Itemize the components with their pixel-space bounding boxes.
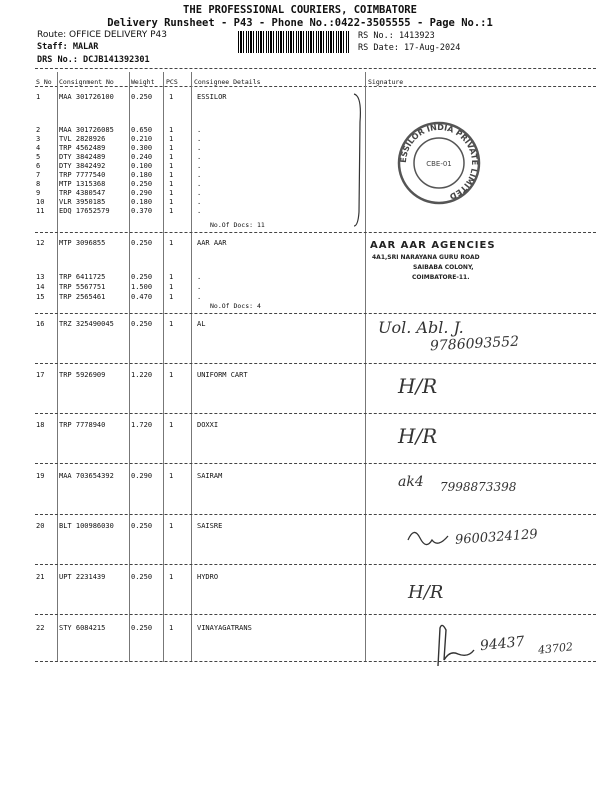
drs-number: DRS No.: DCJB141392301 [37, 55, 150, 65]
col-signature: Signature [368, 78, 404, 86]
row-sno: 20 [36, 522, 45, 530]
row-consignee: SAISRE [197, 522, 223, 530]
row-pcs: 1 [169, 239, 174, 247]
col-consignment: Consignment No [59, 78, 114, 86]
row-consignment: TRP 4380547 [59, 189, 106, 197]
row-separator [35, 313, 596, 314]
row-sno: 12 [36, 239, 45, 247]
row-weight: 0.180 [131, 171, 153, 179]
row-consignment: DTY 3842489 [59, 153, 106, 161]
signature-16: Uol. Abl. J. [378, 318, 464, 337]
row-consignee: . [197, 162, 202, 170]
row-consignment: TRP 2565461 [59, 293, 106, 301]
signature-19: ak4 [398, 474, 424, 490]
row-pcs: 1 [169, 180, 174, 188]
row-consignment: TRP 7777540 [59, 171, 106, 179]
header-rule-bottom [35, 86, 596, 87]
page-title: THE PROFESSIONAL COURIERS, COIMBATORE [183, 4, 417, 16]
row-weight: 0.250 [131, 522, 153, 530]
row-consignment: MTP 3096855 [59, 239, 106, 247]
row-sno: 11 [36, 207, 45, 215]
row-consignee: VINAYAGATRANS [197, 624, 252, 632]
row-sno: 14 [36, 283, 45, 291]
row-consignment: MAA 301726085 [59, 126, 114, 134]
row-weight: 0.250 [131, 273, 153, 281]
row-weight: 0.250 [131, 180, 153, 188]
row-weight: 0.300 [131, 144, 153, 152]
row-sno: 6 [36, 162, 41, 170]
row-consignee: . [197, 171, 202, 179]
row-sno: 18 [36, 421, 45, 429]
docs-count: No.Of Docs: 11 [210, 221, 265, 229]
signature-21: H/R [408, 582, 444, 603]
row-weight: 0.470 [131, 293, 153, 301]
aar-stamp-line4: COIMBATORE-11. [412, 274, 470, 281]
row-weight: 0.100 [131, 162, 153, 170]
row-pcs: 1 [169, 189, 174, 197]
row-weight: 1.220 [131, 371, 153, 379]
row-sno: 3 [36, 135, 41, 143]
row-consignment: TVL 2828926 [59, 135, 106, 143]
row-consignee: SAIRAM [197, 472, 223, 480]
row-sno: 7 [36, 171, 41, 179]
signature-19-phone: 7998873398 [440, 480, 517, 494]
row-weight: 0.250 [131, 320, 153, 328]
row-separator [35, 413, 596, 414]
row-pcs: 1 [169, 126, 174, 134]
row-sno: 5 [36, 153, 41, 161]
barcode [238, 31, 350, 53]
row-pcs: 1 [169, 144, 174, 152]
row-consignment: DTY 3842492 [59, 162, 106, 170]
row-weight: 0.250 [131, 624, 153, 632]
row-pcs: 1 [169, 198, 174, 206]
row-separator [35, 232, 596, 233]
signature-18: H/R [398, 424, 438, 448]
row-consignee: HYDRO [197, 573, 219, 581]
row-pcs: 1 [169, 320, 174, 328]
row-consignment: BLT 100986030 [59, 522, 114, 530]
row-consignee: . [197, 198, 202, 206]
row-sno: 8 [36, 180, 41, 188]
signature-22-scribble [428, 620, 478, 670]
row-weight: 0.180 [131, 198, 153, 206]
row-consignee: ESSILOR [197, 93, 227, 101]
row-weight: 0.290 [131, 189, 153, 197]
row-consignment: TRP 5567751 [59, 283, 106, 291]
row-pcs: 1 [169, 162, 174, 170]
row-consignee: . [197, 153, 202, 161]
row-consignment: TRZ 325490045 [59, 320, 114, 328]
row-pcs: 1 [169, 135, 174, 143]
row-consignee: AL [197, 320, 206, 328]
row-weight: 0.290 [131, 472, 153, 480]
row-pcs: 1 [169, 171, 174, 179]
row-weight: 0.650 [131, 126, 153, 134]
row-separator [35, 463, 596, 464]
row-consignee: . [197, 180, 202, 188]
row-weight: 0.250 [131, 573, 153, 581]
row-sno: 4 [36, 144, 41, 152]
row-weight: 1.500 [131, 283, 153, 291]
row-sno: 9 [36, 189, 41, 197]
row-sno: 16 [36, 320, 45, 328]
rs-number: RS No.: 1413923 [358, 31, 435, 41]
row-pcs: 1 [169, 522, 174, 530]
row-consignment: EDQ 17652579 [59, 207, 110, 215]
row-consignment: MAA 301726100 [59, 93, 114, 101]
row-sno: 2 [36, 126, 41, 134]
row-consignee: . [197, 283, 202, 291]
row-consignee: . [197, 126, 202, 134]
signature-20-scribble [404, 522, 452, 552]
rs-date: RS Date: 17-Aug-2024 [358, 43, 461, 53]
row-sno: 15 [36, 293, 45, 301]
row-consignee: . [197, 135, 202, 143]
row-consignee: DOXXI [197, 421, 219, 429]
row-weight: 0.250 [131, 239, 153, 247]
row-consignee: . [197, 273, 202, 281]
col-weight: Weight [131, 78, 155, 86]
aar-stamp-line2: 4A1,SRI NARAYANA GURU ROAD [372, 254, 480, 261]
row-pcs: 1 [169, 421, 174, 429]
row-consignee: . [197, 189, 202, 197]
row-consignee: . [197, 293, 202, 301]
row-consignee: . [197, 144, 202, 152]
runsheet-subtitle: Delivery Runsheet - P43 - Phone No.:0422-3505555 - Page No.:1 [107, 17, 493, 29]
signature-22-extra: 43702 [537, 640, 574, 657]
row-sno: 21 [36, 573, 45, 581]
col-divider [57, 72, 58, 662]
row-sno: 1 [36, 93, 41, 101]
row-pcs: 1 [169, 273, 174, 281]
row-separator [35, 514, 596, 515]
col-details: Consignee Details [194, 78, 261, 86]
row-consignment: TRP 6411725 [59, 273, 106, 281]
row-consignee: UNIFORM CART [197, 371, 248, 379]
row-weight: 0.250 [131, 93, 153, 101]
signature-20-phone: 9600324129 [454, 527, 539, 548]
signature-17: H/R [398, 374, 438, 398]
row-separator [35, 564, 596, 565]
row-sno: 22 [36, 624, 45, 632]
row-separator [35, 614, 596, 615]
row-separator [35, 661, 596, 662]
col-pcs: PCS [166, 78, 178, 86]
row-consignment: TRP 5926909 [59, 371, 106, 379]
row-weight: 0.210 [131, 135, 153, 143]
row-consignment: MTP 1315368 [59, 180, 106, 188]
row-sno: 10 [36, 198, 45, 206]
row-sno: 13 [36, 273, 45, 281]
aar-stamp-line1: AAR AAR AGENCIES [370, 240, 496, 251]
row-sno: 19 [36, 472, 45, 480]
row-sno: 17 [36, 371, 45, 379]
signature-22-phone: 94437 [479, 633, 526, 655]
row-pcs: 1 [169, 93, 174, 101]
row-pcs: 1 [169, 371, 174, 379]
row-consignee: AAR AAR [197, 239, 227, 247]
route-label: Route: OFFICE DELIVERY P43 [37, 30, 167, 40]
row-consignment: VLR 3950185 [59, 198, 106, 206]
col-divider [163, 72, 164, 662]
col-sno: S No [36, 78, 52, 86]
docs-count: No.Of Docs: 4 [210, 302, 261, 310]
row-weight: 0.370 [131, 207, 153, 215]
row-consignment: TRP 4562489 [59, 144, 106, 152]
row-consignment: MAA 703654392 [59, 472, 114, 480]
row-pcs: 1 [169, 293, 174, 301]
essilor-stamp [396, 120, 482, 206]
row-pcs: 1 [169, 624, 174, 632]
row-consignee: . [197, 207, 202, 215]
signature-16-phone: 9786093552 [429, 333, 520, 355]
row-weight: 1.720 [131, 421, 153, 429]
row-consignment: TRP 7778940 [59, 421, 106, 429]
staff-label: Staff: MALAR [37, 42, 99, 52]
row-consignment: UPT 2231439 [59, 573, 106, 581]
header-rule-top [35, 68, 596, 69]
row-weight: 0.240 [131, 153, 153, 161]
row-pcs: 1 [169, 283, 174, 291]
row-pcs: 1 [169, 472, 174, 480]
essilor-stamp-text: ESSILOR INDIA PRIVATE LIMITED [398, 122, 480, 202]
col-divider [191, 72, 192, 662]
essilor-stamp-date: CBE-01 [426, 160, 452, 168]
row-pcs: 1 [169, 153, 174, 161]
row-separator [35, 363, 596, 364]
row-pcs: 1 [169, 573, 174, 581]
row-pcs: 1 [169, 207, 174, 215]
row-consignment: STY 6084215 [59, 624, 106, 632]
aar-stamp-line3: SAIBABA COLONY, [413, 264, 474, 271]
col-divider [129, 72, 130, 662]
handwritten-bracket [352, 92, 366, 230]
